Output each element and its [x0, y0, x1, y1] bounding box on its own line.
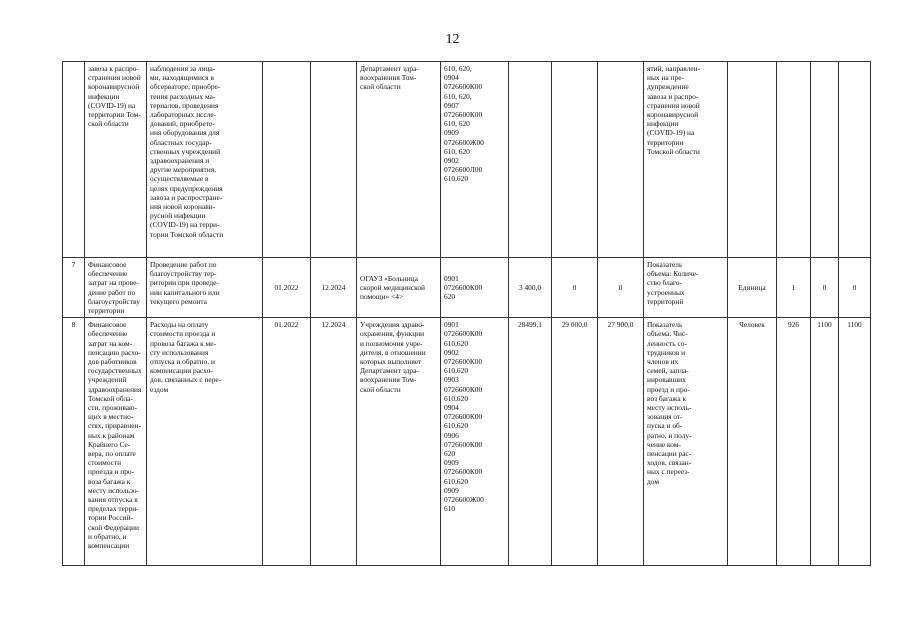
- measure-description: Проведение работ по благоустройству тер- ритории при проведе- нии капитального или текущего ремонта: [147, 258, 263, 318]
- indicator-year-1: [777, 62, 811, 258]
- start-date: [263, 62, 311, 258]
- unit: Единица: [728, 258, 777, 318]
- unit: [728, 62, 777, 258]
- end-date: 12.2024: [311, 318, 357, 566]
- executor: Департамент здра- воохранения Том- ской области: [357, 62, 441, 258]
- indicator-year-3: 0: [839, 258, 871, 318]
- row-number: [63, 62, 85, 258]
- funding-year-3: [598, 62, 644, 258]
- table-row: [63, 62, 871, 258]
- indicator-year-3: [839, 62, 871, 258]
- measure-description: наблюдения за лица- ми, находящимися в обсерваторе, приобре- тения расходных ма- териалов, проведения лабораторных иссле- дований, приобрете- ния оборудования для областных государ- ственных учреждений здравоохранения и другие мероприятия, осуществляемые в целях предупреждения завоза и распростране- ния новой коронави- русной инфекции (COVID-19) на терри- тории Томской области: [147, 62, 263, 258]
- end-date: 12.2024: [311, 258, 357, 318]
- program-table: [62, 61, 871, 566]
- indicator: ятий, направлен- ных на пре- дупреждение завоза и распро- странения новой коронавирусной инфекции (COVID-19) на территории Томской области: [644, 62, 728, 258]
- measure-name: завоза к распро- странения новой коронавирусной инфекции (COVID-19) на территории Том- ской области: [85, 62, 147, 258]
- indicator: Показатель объема: Чис- ленность со- трудников и членов их семей, запла- нировавших проезд и про- воз багажа к месту исполь- зования от- пуска и об- ратно, и полу- чение ком- пенсации рас- ходов, связан- ных с переез- дом: [644, 318, 728, 566]
- funding-year-1: 28499,1: [509, 318, 552, 566]
- funding-year-3: 27 900,0: [598, 318, 644, 566]
- budget-codes: 610, 620, 0904 0726600К00 610, 620, 0907 0726600К00 610, 620 0909 0726600Ж00 610, 620 0902 0726600Л00 610,620: [441, 62, 509, 258]
- funding-year-3: 0: [598, 258, 644, 318]
- funding-year-1: 3 400,0: [509, 258, 552, 318]
- indicator-year-2: [811, 62, 839, 258]
- budget-codes: 0901 0726600К00 610,620 0902 0726600К00 610,620 0903 0726600К00 610,620 0904 0726600К00 610,620 0906 0726600К00 620 0909 0726600К00 610,620 0909 0726600Ж00 610: [441, 318, 509, 566]
- executor: ОГАУЗ «Больница скорой медицинской помощи» <4>: [357, 258, 441, 318]
- measure-name: Финансовое обеспечение затрат на прове- дение работ по благоустройству территории: [85, 258, 147, 318]
- funding-year-2: 29 000,0: [552, 318, 598, 566]
- indicator-year-3: 1100: [839, 318, 871, 566]
- table-row: [63, 318, 871, 566]
- row-number: 8: [63, 318, 85, 566]
- table-row: [63, 258, 871, 318]
- measure-name: Финансовое обеспечение затрат на ком- пенсацию расхо- дов работников государственных учреждений здравоохранения Томской обла- сти, проживаю- щих в местно- стях, приравнен- ных к районам Крайнего Се- вера, по оплате стоимости проезда и про- воза багажа к месту использо- вания отпуска в пределах терри- тории Россий- ской Федерации и обратно, и компенсации: [85, 318, 147, 566]
- funding-year-1: [509, 62, 552, 258]
- row-number: 7: [63, 258, 85, 318]
- start-date: 01.2022: [263, 258, 311, 318]
- indicator-year-2: 0: [811, 258, 839, 318]
- indicator: Показатель объема: Количе- ство благо- устроенных территорий: [644, 258, 728, 318]
- budget-codes: 0901 0726600К00 620: [441, 258, 509, 318]
- executor: Учреждения здраво- охранения, функции и полномочия учре- дителя, в отношении которых выполняет Департамент здра- воохранения Том- ской области: [357, 318, 441, 566]
- indicator-year-2: 1100: [811, 318, 839, 566]
- end-date: [311, 62, 357, 258]
- unit: Человек: [728, 318, 777, 566]
- indicator-year-1: 926: [777, 318, 811, 566]
- start-date: 01.2022: [263, 318, 311, 566]
- indicator-year-1: 1: [777, 258, 811, 318]
- funding-year-2: [552, 62, 598, 258]
- funding-year-2: 0: [552, 258, 598, 318]
- page-number: 12: [445, 32, 460, 47]
- measure-description: Расходы на оплату стоимости проезда и провоза багажа к ме- сту использования отпуска и обратно, и компенсации расхо- дов, связанных с пере- ездом: [147, 318, 263, 566]
